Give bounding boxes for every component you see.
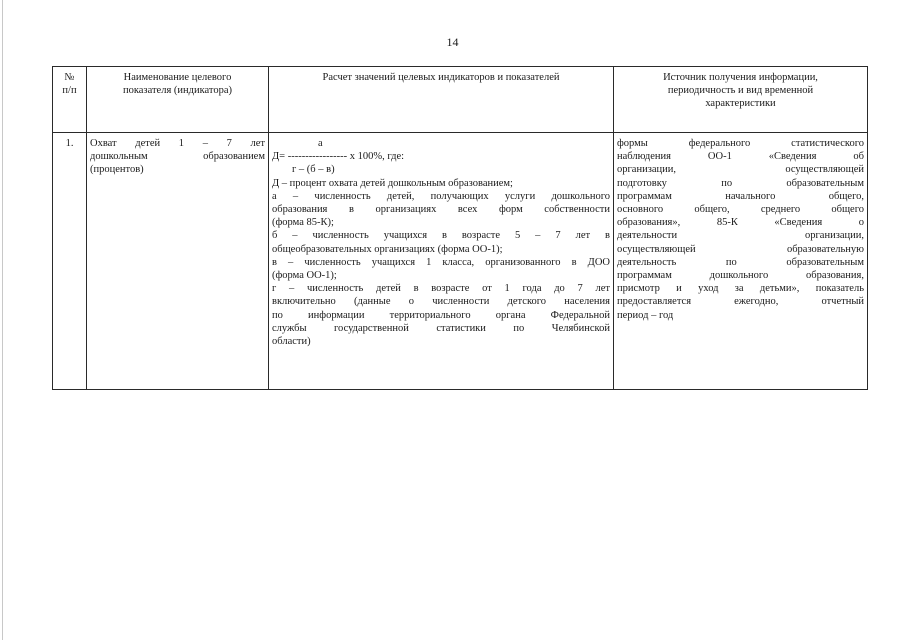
page-number: 14 bbox=[446, 35, 459, 49]
calculation-description bbox=[272, 177, 610, 349]
calculation-line: (форма ОО-1); bbox=[272, 270, 337, 282]
calculation-line: включительно (данные о численности детского населения bbox=[272, 296, 610, 308]
formula-line: Д= ----------------- х 100%, где: bbox=[272, 151, 405, 163]
calculation-line: в – численность учащихся 1 класса, организованного в ДОО bbox=[272, 256, 610, 268]
indicator-name bbox=[87, 133, 269, 390]
header-name: Наименование целевого показателя (индикатора) bbox=[87, 67, 269, 133]
calculation-line: Д – процент охвата детей дошкольным образованием; bbox=[272, 177, 513, 189]
calculation-line: общеобразовательных организациях (форма ОО-1); bbox=[272, 243, 503, 255]
indicator-table bbox=[52, 66, 868, 390]
calculation-line: образования в организациях всех форм собственности bbox=[272, 204, 610, 216]
calculation-line: а – численность детей, получающих услуги дошкольного bbox=[272, 190, 610, 202]
source-line: деятельности организации, bbox=[617, 230, 864, 242]
calculation-cell bbox=[269, 133, 614, 390]
indicator-name-line: дошкольным образованием bbox=[90, 151, 265, 163]
source-line: период – год bbox=[617, 309, 674, 321]
source-line: деятельность по образовательным bbox=[617, 256, 864, 268]
row-number: 1. bbox=[53, 133, 87, 390]
source-line: осуществляющей образовательную bbox=[617, 243, 864, 255]
calculation-line: по информации территориального органа Федеральной bbox=[272, 309, 610, 321]
calculation-line: области) bbox=[272, 336, 311, 348]
source-line: основного общего, среднего общего bbox=[617, 204, 864, 216]
source-line: предоставляется ежегодно, отчетный bbox=[617, 296, 864, 308]
source-line: присмотр и уход за детьми», показатель bbox=[617, 283, 864, 295]
indicator-name-line: (процентов) bbox=[90, 164, 144, 176]
formula-denominator: г – (б – в) bbox=[292, 164, 335, 176]
source-line: образования», 85-К «Сведения о bbox=[617, 217, 864, 229]
source-line: программам дошкольного образования, bbox=[617, 270, 864, 282]
calculation-line: (форма 85-К); bbox=[272, 217, 334, 229]
source-description bbox=[617, 137, 864, 322]
calculation-line: г – численность детей в возрасте от 1 года до 7 лет bbox=[272, 283, 610, 295]
header-num: № п/п bbox=[53, 67, 87, 133]
source-line: подготовку по образовательным bbox=[617, 177, 864, 189]
source-line: формы федерального статистического bbox=[617, 138, 864, 149]
scan-edge-line bbox=[2, 0, 3, 640]
header-source: Источник получения информации, периодичность и вид временной характеристики bbox=[614, 67, 868, 133]
formula-numerator: а bbox=[318, 138, 323, 149]
indicator-name-line: Охват детей 1 – 7 лет bbox=[90, 138, 265, 149]
table-row bbox=[53, 133, 868, 390]
header-calc: Расчет значений целевых индикаторов и показателей bbox=[269, 67, 614, 133]
source-line: наблюдения ОО-1 «Сведения об bbox=[617, 151, 864, 163]
source-cell bbox=[614, 133, 868, 390]
calculation-line: б – численность учащихся в возрасте 5 – 7 лет в bbox=[272, 230, 610, 242]
source-line: организации, осуществляющей bbox=[617, 164, 864, 176]
source-line: программам начального общего, bbox=[617, 190, 864, 202]
calculation-line: службы государственной статистики по Челябинской bbox=[272, 322, 610, 334]
table-header-row bbox=[53, 67, 868, 133]
